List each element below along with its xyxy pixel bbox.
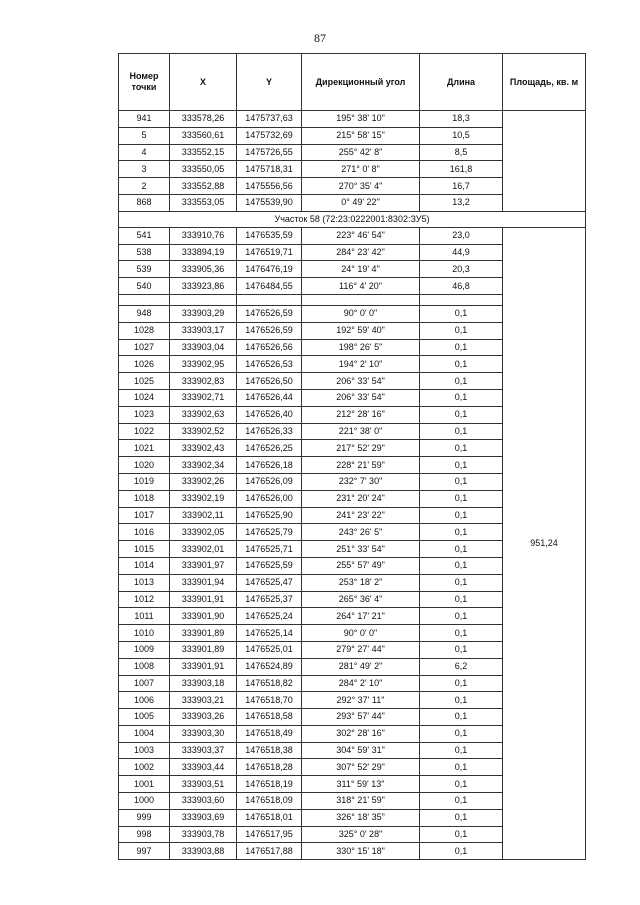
y-coordinate-cell: 1476526,50 [237, 373, 302, 390]
direction-angle-cell: 24° 19' 4" [302, 261, 420, 278]
length-cell: 0,1 [420, 759, 503, 776]
x-coordinate-cell: 333902,43 [170, 440, 237, 457]
point-number-cell: 1027 [119, 339, 170, 356]
point-number-cell: 1001 [119, 776, 170, 793]
x-coordinate-cell: 333902,52 [170, 423, 237, 440]
point-number-cell: 1003 [119, 742, 170, 759]
x-coordinate-cell: 333902,95 [170, 356, 237, 373]
direction-angle-cell: 212° 28' 16" [302, 406, 420, 423]
header-point-number: Номер точки [119, 54, 170, 111]
empty-cell [420, 294, 503, 305]
x-coordinate-cell: 333902,19 [170, 490, 237, 507]
empty-cell [170, 294, 237, 305]
y-coordinate-cell: 1476526,44 [237, 389, 302, 406]
header-x: X [170, 54, 237, 111]
length-cell: 0,1 [420, 793, 503, 810]
point-number-cell: 999 [119, 809, 170, 826]
point-number-cell: 1022 [119, 423, 170, 440]
length-cell: 0,1 [420, 305, 503, 322]
length-cell: 0,1 [420, 608, 503, 625]
point-number-cell: 1000 [119, 793, 170, 810]
y-coordinate-cell: 1476526,33 [237, 423, 302, 440]
length-cell: 0,1 [420, 776, 503, 793]
length-cell: 46,8 [420, 278, 503, 295]
table-row [119, 227, 586, 244]
point-number-cell: 540 [119, 278, 170, 295]
length-cell: 0,1 [420, 389, 503, 406]
point-number-cell: 4 [119, 144, 170, 161]
y-coordinate-cell: 1476525,71 [237, 541, 302, 558]
x-coordinate-cell: 333903,21 [170, 692, 237, 709]
direction-angle-cell: 217° 52' 29" [302, 440, 420, 457]
y-coordinate-cell: 1476525,24 [237, 608, 302, 625]
length-cell: 0,1 [420, 557, 503, 574]
length-cell: 20,3 [420, 261, 503, 278]
empty-cell [237, 294, 302, 305]
y-coordinate-cell: 1476525,14 [237, 625, 302, 642]
length-cell: 0,1 [420, 322, 503, 339]
point-number-cell: 1014 [119, 557, 170, 574]
header-row [119, 54, 586, 111]
y-coordinate-cell: 1476525,47 [237, 574, 302, 591]
y-coordinate-cell: 1476526,59 [237, 322, 302, 339]
point-number-cell: 1009 [119, 641, 170, 658]
x-coordinate-cell: 333901,89 [170, 625, 237, 642]
point-number-cell: 1026 [119, 356, 170, 373]
direction-angle-cell: 192° 59' 40" [302, 322, 420, 339]
length-cell: 0,1 [420, 843, 503, 860]
point-number-cell: 1028 [119, 322, 170, 339]
page-number: 87 [314, 31, 326, 45]
direction-angle-cell: 304° 59' 31" [302, 742, 420, 759]
direction-angle-cell: 223° 46' 54" [302, 227, 420, 244]
y-coordinate-cell: 1476518,58 [237, 709, 302, 726]
x-coordinate-cell: 333903,04 [170, 339, 237, 356]
y-coordinate-cell: 1475556,56 [237, 178, 302, 195]
point-number-cell: 1016 [119, 524, 170, 541]
direction-angle-cell: 195° 38' 10" [302, 111, 420, 128]
point-number-cell: 1013 [119, 574, 170, 591]
point-number-cell: 1006 [119, 692, 170, 709]
direction-angle-cell: 90° 0' 0" [302, 625, 420, 642]
point-number-cell: 538 [119, 244, 170, 261]
direction-angle-cell: 198° 26' 5" [302, 339, 420, 356]
y-coordinate-cell: 1476526,59 [237, 305, 302, 322]
length-cell: 0,1 [420, 356, 503, 373]
length-cell: 0,1 [420, 742, 503, 759]
direction-angle-cell: 90° 0' 0" [302, 305, 420, 322]
y-coordinate-cell: 1476517,95 [237, 826, 302, 843]
point-number-cell: 1004 [119, 725, 170, 742]
y-coordinate-cell: 1476518,09 [237, 793, 302, 810]
length-cell: 6,2 [420, 658, 503, 675]
x-coordinate-cell: 333905,36 [170, 261, 237, 278]
x-coordinate-cell: 333902,71 [170, 389, 237, 406]
y-coordinate-cell: 1476525,59 [237, 557, 302, 574]
x-coordinate-cell: 333550,05 [170, 161, 237, 178]
y-coordinate-cell: 1476526,25 [237, 440, 302, 457]
length-cell: 0,1 [420, 641, 503, 658]
x-coordinate-cell: 333923,86 [170, 278, 237, 295]
length-cell: 0,1 [420, 826, 503, 843]
x-coordinate-cell: 333903,17 [170, 322, 237, 339]
section-title: Участок 58 (72:23:0222001:8302:ЗУ5) [119, 211, 586, 227]
y-coordinate-cell: 1476526,56 [237, 339, 302, 356]
length-cell: 0,1 [420, 541, 503, 558]
y-coordinate-cell: 1476519,71 [237, 244, 302, 261]
x-coordinate-cell: 333902,26 [170, 473, 237, 490]
x-coordinate-cell: 333902,01 [170, 541, 237, 558]
y-coordinate-cell: 1475732,69 [237, 127, 302, 144]
y-coordinate-cell: 1475539,90 [237, 194, 302, 211]
x-coordinate-cell: 333903,88 [170, 843, 237, 860]
x-coordinate-cell: 333901,94 [170, 574, 237, 591]
direction-angle-cell: 326° 18' 35" [302, 809, 420, 826]
point-number-cell: 1011 [119, 608, 170, 625]
y-coordinate-cell: 1476526,53 [237, 356, 302, 373]
point-number-cell: 3 [119, 161, 170, 178]
x-coordinate-cell: 333901,91 [170, 591, 237, 608]
point-number-cell: 1020 [119, 457, 170, 474]
empty-cell [302, 294, 420, 305]
point-number-cell: 1012 [119, 591, 170, 608]
length-cell: 0,1 [420, 725, 503, 742]
direction-angle-cell: 228° 21' 59" [302, 457, 420, 474]
direction-angle-cell: 325° 0' 28" [302, 826, 420, 843]
x-coordinate-cell: 333903,78 [170, 826, 237, 843]
point-number-cell: 1008 [119, 658, 170, 675]
point-number-cell: 868 [119, 194, 170, 211]
length-cell: 0,1 [420, 423, 503, 440]
x-coordinate-cell: 333902,05 [170, 524, 237, 541]
point-number-cell: 997 [119, 843, 170, 860]
x-coordinate-cell: 333894,19 [170, 244, 237, 261]
length-cell: 161,8 [420, 161, 503, 178]
point-number-cell: 1002 [119, 759, 170, 776]
direction-angle-cell: 271° 0' 8" [302, 161, 420, 178]
length-cell: 0,1 [420, 440, 503, 457]
x-coordinate-cell: 333560,61 [170, 127, 237, 144]
length-cell: 13,2 [420, 194, 503, 211]
point-number-cell: 541 [119, 227, 170, 244]
x-coordinate-cell: 333910,76 [170, 227, 237, 244]
coordinates-table [118, 53, 586, 860]
direction-angle-cell: 255° 42' 8" [302, 144, 420, 161]
length-cell: 0,1 [420, 507, 503, 524]
empty-cell [119, 294, 170, 305]
point-number-cell: 998 [119, 826, 170, 843]
length-cell: 0,1 [420, 339, 503, 356]
y-coordinate-cell: 1476518,19 [237, 776, 302, 793]
point-number-cell: 1015 [119, 541, 170, 558]
point-number-cell: 5 [119, 127, 170, 144]
y-coordinate-cell: 1475737,63 [237, 111, 302, 128]
x-coordinate-cell: 333578,26 [170, 111, 237, 128]
x-coordinate-cell: 333901,97 [170, 557, 237, 574]
direction-angle-cell: 292° 37' 11" [302, 692, 420, 709]
y-coordinate-cell: 1476526,18 [237, 457, 302, 474]
direction-angle-cell: 241° 23' 22" [302, 507, 420, 524]
length-cell: 0,1 [420, 591, 503, 608]
table-row [119, 111, 586, 128]
direction-angle-cell: 284° 23' 42" [302, 244, 420, 261]
direction-angle-cell: 284° 2' 10" [302, 675, 420, 692]
point-number-cell: 1018 [119, 490, 170, 507]
x-coordinate-cell: 333903,69 [170, 809, 237, 826]
direction-angle-cell: 116° 4' 20" [302, 278, 420, 295]
length-cell: 0,1 [420, 473, 503, 490]
x-coordinate-cell: 333903,30 [170, 725, 237, 742]
x-coordinate-cell: 333901,89 [170, 641, 237, 658]
y-coordinate-cell: 1476526,40 [237, 406, 302, 423]
x-coordinate-cell: 333901,91 [170, 658, 237, 675]
length-cell: 0,1 [420, 809, 503, 826]
direction-angle-cell: 194° 2' 10" [302, 356, 420, 373]
direction-angle-cell: 281° 49' 2" [302, 658, 420, 675]
point-number-cell: 1005 [119, 709, 170, 726]
y-coordinate-cell: 1476518,70 [237, 692, 302, 709]
length-cell: 0,1 [420, 625, 503, 642]
y-coordinate-cell: 1476525,37 [237, 591, 302, 608]
y-coordinate-cell: 1476525,90 [237, 507, 302, 524]
point-number-cell: 941 [119, 111, 170, 128]
y-coordinate-cell: 1476476,19 [237, 261, 302, 278]
x-coordinate-cell: 333903,44 [170, 759, 237, 776]
direction-angle-cell: 0° 49' 22" [302, 194, 420, 211]
length-cell: 0,1 [420, 490, 503, 507]
direction-angle-cell: 221° 38' 0" [302, 423, 420, 440]
y-coordinate-cell: 1476526,00 [237, 490, 302, 507]
x-coordinate-cell: 333901,90 [170, 608, 237, 625]
direction-angle-cell: 307° 52' 29" [302, 759, 420, 776]
direction-angle-cell: 251° 33' 54" [302, 541, 420, 558]
direction-angle-cell: 231° 20' 24" [302, 490, 420, 507]
length-cell: 0,1 [420, 675, 503, 692]
y-coordinate-cell: 1476535,59 [237, 227, 302, 244]
x-coordinate-cell: 333903,18 [170, 675, 237, 692]
length-cell: 16,7 [420, 178, 503, 195]
y-coordinate-cell: 1476518,82 [237, 675, 302, 692]
x-coordinate-cell: 333553,05 [170, 194, 237, 211]
length-cell: 8,5 [420, 144, 503, 161]
direction-angle-cell: 311° 59' 13" [302, 776, 420, 793]
y-coordinate-cell: 1476525,01 [237, 641, 302, 658]
length-cell: 0,1 [420, 524, 503, 541]
header-direction-angle: Дирекционный угол [302, 54, 420, 111]
length-cell: 0,1 [420, 373, 503, 390]
y-coordinate-cell: 1476518,01 [237, 809, 302, 826]
direction-angle-cell: 318° 21' 59" [302, 793, 420, 810]
y-coordinate-cell: 1476524,89 [237, 658, 302, 675]
header-y: Y [237, 54, 302, 111]
y-coordinate-cell: 1476518,38 [237, 742, 302, 759]
direction-angle-cell: 279° 27' 44" [302, 641, 420, 658]
length-cell: 0,1 [420, 574, 503, 591]
x-coordinate-cell: 333903,29 [170, 305, 237, 322]
length-cell: 0,1 [420, 457, 503, 474]
point-number-cell: 1010 [119, 625, 170, 642]
x-coordinate-cell: 333902,34 [170, 457, 237, 474]
x-coordinate-cell: 333903,51 [170, 776, 237, 793]
direction-angle-cell: 264° 17' 21" [302, 608, 420, 625]
y-coordinate-cell: 1476526,09 [237, 473, 302, 490]
direction-angle-cell: 302° 28' 16" [302, 725, 420, 742]
area-value-cell: 951,24 [503, 227, 586, 859]
direction-angle-cell: 265° 36' 4" [302, 591, 420, 608]
length-cell: 0,1 [420, 692, 503, 709]
point-number-cell: 1024 [119, 389, 170, 406]
point-number-cell: 1021 [119, 440, 170, 457]
section-title-row [119, 211, 586, 227]
y-coordinate-cell: 1476518,28 [237, 759, 302, 776]
length-cell: 18,3 [420, 111, 503, 128]
header-length: Длина [420, 54, 503, 111]
x-coordinate-cell: 333552,15 [170, 144, 237, 161]
x-coordinate-cell: 333903,26 [170, 709, 237, 726]
area-cell-group1 [503, 111, 586, 212]
point-number-cell: 1017 [119, 507, 170, 524]
direction-angle-cell: 255° 57' 49" [302, 557, 420, 574]
length-cell: 0,1 [420, 709, 503, 726]
y-coordinate-cell: 1476518,49 [237, 725, 302, 742]
direction-angle-cell: 232° 7' 30" [302, 473, 420, 490]
header-area: Площадь, кв. м [503, 54, 586, 111]
y-coordinate-cell: 1476525,79 [237, 524, 302, 541]
direction-angle-cell: 253° 18' 2" [302, 574, 420, 591]
direction-angle-cell: 270° 35' 4" [302, 178, 420, 195]
direction-angle-cell: 243° 26' 5" [302, 524, 420, 541]
y-coordinate-cell: 1475718,31 [237, 161, 302, 178]
x-coordinate-cell: 333902,83 [170, 373, 237, 390]
y-coordinate-cell: 1475726,55 [237, 144, 302, 161]
direction-angle-cell: 215° 58' 15" [302, 127, 420, 144]
y-coordinate-cell: 1476484,55 [237, 278, 302, 295]
x-coordinate-cell: 333552,88 [170, 178, 237, 195]
x-coordinate-cell: 333902,63 [170, 406, 237, 423]
point-number-cell: 1019 [119, 473, 170, 490]
length-cell: 44,9 [420, 244, 503, 261]
point-number-cell: 1007 [119, 675, 170, 692]
point-number-cell: 1023 [119, 406, 170, 423]
point-number-cell: 1025 [119, 373, 170, 390]
direction-angle-cell: 206° 33' 54" [302, 389, 420, 406]
direction-angle-cell: 206° 33' 54" [302, 373, 420, 390]
length-cell: 23,0 [420, 227, 503, 244]
x-coordinate-cell: 333903,60 [170, 793, 237, 810]
point-number-cell: 2 [119, 178, 170, 195]
direction-angle-cell: 330° 15' 18" [302, 843, 420, 860]
direction-angle-cell: 293° 57' 44" [302, 709, 420, 726]
x-coordinate-cell: 333902,11 [170, 507, 237, 524]
x-coordinate-cell: 333903,37 [170, 742, 237, 759]
point-number-cell: 539 [119, 261, 170, 278]
point-number-cell: 948 [119, 305, 170, 322]
length-cell: 0,1 [420, 406, 503, 423]
y-coordinate-cell: 1476517,88 [237, 843, 302, 860]
length-cell: 10,5 [420, 127, 503, 144]
